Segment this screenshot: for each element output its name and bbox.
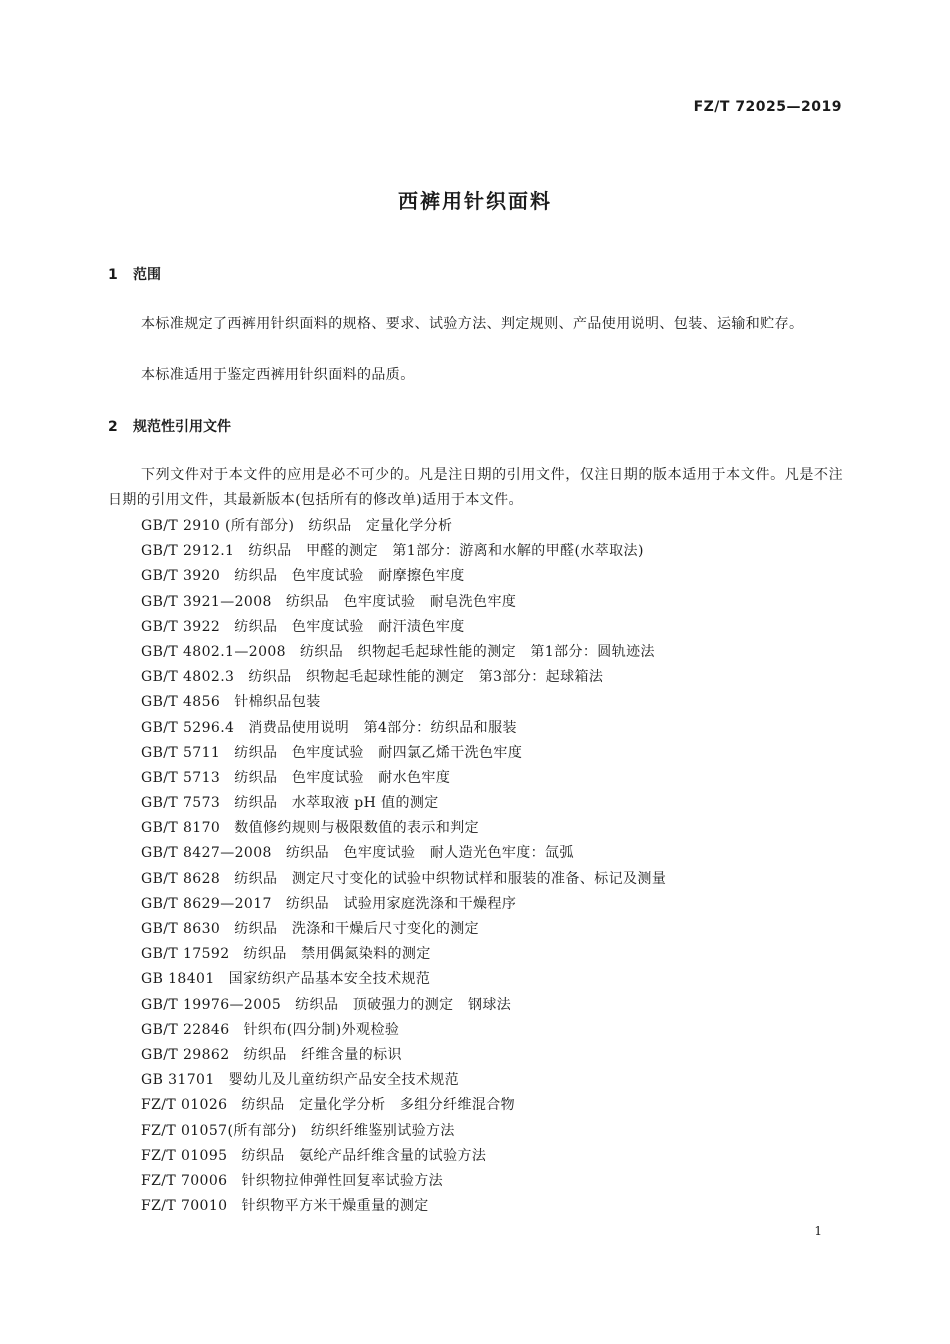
reference-title: 针棉织品包装 (234, 694, 321, 711)
reference-code: GB/T 5713 (141, 769, 221, 786)
reference-code: FZ/T 01026 (141, 1097, 228, 1114)
reference-code: FZ/T 70006 (141, 1172, 228, 1189)
reference-code: GB/T 4802.1—2008 (141, 643, 286, 660)
reference-title: 纺织品 织物起毛起球性能的测定 第1部分：圆轨迹法 (300, 643, 655, 660)
reference-code: GB/T 22846 (141, 1021, 230, 1038)
reference-title: 数值修约规则与极限数值的表示和判定 (234, 820, 480, 837)
reference-code: FZ/T 01095 (141, 1147, 228, 1164)
reference-code: GB 18401 (141, 971, 215, 988)
reference-item (141, 1169, 666, 1194)
reference-item (141, 917, 666, 942)
reference-title: 纺织品 纤维含量的标识 (243, 1046, 402, 1063)
section-2-title: 规范性引用文件 (133, 419, 231, 435)
reference-code: GB/T 8170 (141, 820, 221, 837)
reference-code: GB/T 17592 (141, 946, 230, 963)
reference-code: GB/T 8629—2017 (141, 895, 272, 912)
section-2-intro: 下列文件对于本文件的应用是必不可少的。凡是注日期的引用文件，仅注日期的版本适用于本文件。凡是不注日期的引用文件，其最新版本(包括所有的修改单)适用于本文件。 (108, 467, 843, 508)
reference-code: GB/T 5296.4 (141, 719, 235, 736)
reference-title: 针织物拉伸弹性回复率试验方法 (241, 1172, 444, 1189)
reference-title: 纺织品 织物起毛起球性能的测定 第3部分：起球箱法 (248, 669, 604, 686)
reference-item (141, 841, 666, 866)
reference-title: 纺织品 试验用家庭洗涤和干燥程序 (285, 895, 517, 912)
reference-code: FZ/T 70010 (141, 1198, 228, 1215)
reference-code: GB/T 4856 (141, 694, 221, 711)
reference-code: GB/T 5711 (141, 744, 221, 761)
reference-item (141, 640, 666, 665)
reference-code: GB/T 2910 (所有部分) (141, 518, 295, 534)
reference-title: 纺织纤维鉴别试验方法 (310, 1122, 455, 1139)
reference-code: GB/T 8427—2008 (141, 845, 272, 862)
reference-item (141, 816, 666, 841)
section-2-heading (108, 416, 231, 436)
reference-title: 消费品使用说明 第4部分：纺织品和服装 (248, 719, 517, 736)
reference-title: 纺织品 色牢度试验 耐摩擦色牢度 (234, 568, 465, 585)
reference-title: 针织布(四分制)外观检验 (243, 1021, 400, 1038)
reference-code: GB/T 7573 (141, 795, 221, 812)
reference-item (141, 1119, 666, 1144)
reference-item (141, 1018, 666, 1043)
reference-code: GB/T 2912.1 (141, 543, 235, 560)
reference-code: GB/T 29862 (141, 1046, 230, 1063)
reference-item (141, 564, 666, 589)
reference-title: 国家纺织产品基本安全技术规范 (228, 971, 431, 988)
reference-title: 纺织品 色牢度试验 耐人造光色牢度：氙弧 (285, 845, 574, 862)
reference-title: 纺织品 定量化学分析 多组分纤维混合物 (241, 1097, 516, 1114)
reference-list (141, 514, 666, 1219)
reference-title: 纺织品 甲醛的测定 第1部分：游离和水解的甲醛(水萃取法) (248, 543, 644, 560)
reference-item (141, 1043, 666, 1068)
section-1-number: 1 (108, 267, 118, 283)
reference-item (141, 716, 666, 741)
reference-code: GB/T 3921—2008 (141, 593, 272, 610)
reference-title: 婴幼儿及儿童纺织产品安全技术规范 (228, 1072, 460, 1089)
reference-code: FZ/T 01057(所有部分) (141, 1122, 297, 1139)
section-1-paragraph-2: 本标准适用于鉴定西裤用针织面料的品质。 (141, 367, 415, 383)
reference-item (141, 791, 666, 816)
reference-title: 纺织品 色牢度试验 耐水色牢度 (234, 769, 451, 786)
section-1-heading (108, 264, 161, 284)
reference-title: 纺织品 色牢度试验 耐皂洗色牢度 (285, 593, 517, 610)
standard-code: FZ/T 72025—2019 (693, 99, 842, 115)
reference-item (141, 892, 666, 917)
reference-title: 针织物平方米干燥重量的测定 (241, 1198, 429, 1215)
reference-title: 纺织品 顶破强力的测定 钢球法 (295, 996, 512, 1013)
reference-item (141, 967, 666, 992)
reference-title: 纺织品 洗涤和干燥后尺寸变化的测定 (234, 921, 480, 937)
document-title: 西裤用针织面料 (398, 189, 552, 213)
reference-item (141, 993, 666, 1018)
reference-title: 纺织品 色牢度试验 耐四氯乙烯干洗色牢度 (234, 744, 523, 761)
reference-title: 纺织品 测定尺寸变化的试验中织物试样和服装的准备、标记及测量 (234, 870, 667, 887)
reference-item (141, 615, 666, 640)
page-number: 1 (814, 1224, 822, 1238)
section-2-number: 2 (108, 419, 118, 435)
reference-item (141, 766, 666, 791)
reference-code: GB/T 4802.3 (141, 669, 235, 686)
reference-item (141, 590, 666, 615)
reference-item (141, 665, 666, 690)
reference-item (141, 1194, 666, 1219)
reference-title: 纺织品 水萃取液 pH 值的测定 (234, 795, 439, 812)
reference-item (141, 1068, 666, 1093)
reference-title: 纺织品 色牢度试验 耐汗渍色牢度 (234, 618, 465, 635)
reference-item (141, 690, 666, 715)
reference-title: 纺织品 氨纶产品纤维含量的试验方法 (241, 1147, 487, 1164)
reference-item (141, 741, 666, 766)
reference-title: 纺织品 定量化学分析 (308, 518, 453, 534)
reference-item (141, 514, 666, 539)
reference-item (141, 867, 666, 892)
reference-item (141, 1144, 666, 1169)
reference-title: 纺织品 禁用偶氮染料的测定 (243, 946, 431, 963)
reference-item (141, 1093, 666, 1118)
reference-code: GB/T 8630 (141, 921, 221, 937)
section-1-paragraph-1: 本标准规定了西裤用针织面料的规格、要求、试验方法、判定规则、产品使用说明、包装、运输和贮存。 (141, 316, 804, 332)
section-1-title: 范围 (133, 267, 161, 283)
reference-code: GB/T 8628 (141, 870, 221, 887)
reference-code: GB 31701 (141, 1072, 215, 1089)
reference-item (141, 539, 666, 564)
reference-item (141, 942, 666, 967)
reference-code: GB/T 19976—2005 (141, 996, 282, 1013)
reference-code: GB/T 3920 (141, 568, 221, 585)
reference-code: GB/T 3922 (141, 618, 221, 635)
